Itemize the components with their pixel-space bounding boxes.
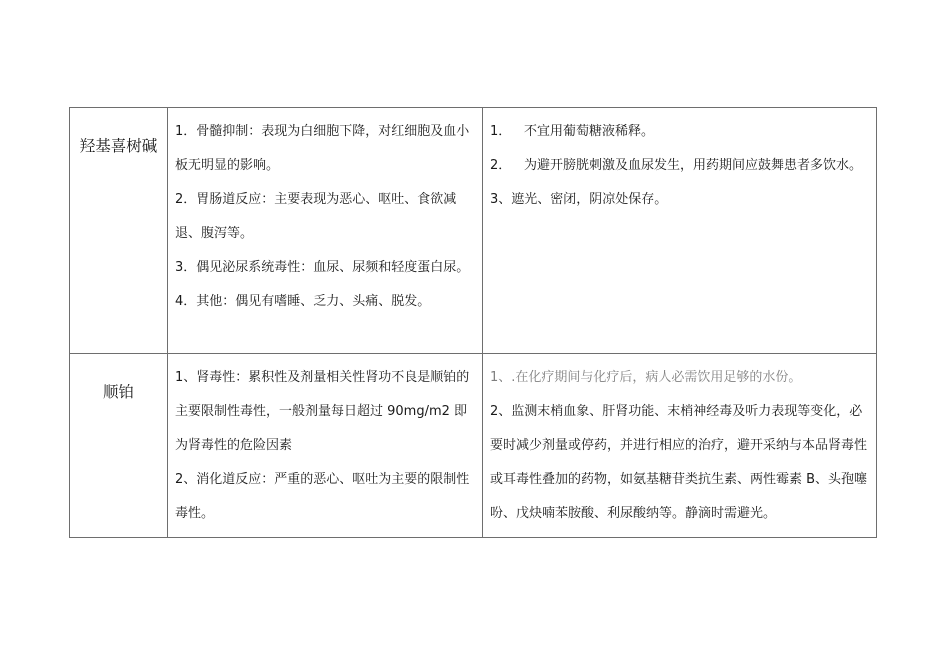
- drug-name: 羟基喜树碱: [79, 137, 158, 155]
- precautions-cell: [483, 354, 877, 538]
- note-item: [490, 149, 868, 183]
- effect-item: 3．偶见泌尿系统毒性：血尿、尿频和轻度蛋白尿。: [175, 260, 470, 275]
- adverse-effects-cell: [168, 108, 483, 354]
- drug-name: 顺铂: [102, 383, 134, 401]
- effect-item: 2、消化道反应：严重的恶心、呕吐为主要的限制性毒性。: [175, 472, 470, 521]
- note-item: 2、监测末梢血象、肝肾功能、末梢神经毒及听力表现等变化，必要时减少剂量或停药，并进行相应的治疗，避开采纳与本品肾毒性或耳毒性叠加的药物，如氨基糖苷类抗生素、两性霉素 B、头孢噻吩、戊炔喃苯胺酸、利尿酸纳等。静滴时需避光。: [490, 404, 868, 521]
- note-text: 不宜用葡萄糖液稀释。: [524, 124, 655, 139]
- note-item: 3、遮光、密闭，阴凉处保存。: [490, 192, 668, 207]
- effect-item: 1．骨髓抑制：表现为白细胞下降，对红细胞及血小板无明显的影响。: [175, 124, 470, 173]
- adverse-effects-cell: [168, 354, 483, 538]
- effect-item: 4．其他：偶见有嗜睡、乏力、头痛、脱发。: [175, 294, 431, 309]
- table-row-hydroxycamptothecin: [70, 108, 877, 354]
- effect-item: 2．胃肠道反应：主要表现为恶心、呕吐、食欲减退、腹泻等。: [175, 192, 457, 241]
- table-row-cisplatin: [70, 354, 877, 538]
- note-text: 为避开膀胱刺激及血尿发生，用药期间应鼓舞患者多饮水。: [524, 158, 863, 173]
- precautions-cell: [483, 108, 877, 354]
- effect-item: 1、肾毒性：累积性及剂量相关性肾功不良是顺铂的主要限制性毒性，一般剂量每日超过 90mg/m2 即为肾毒性的危险因素: [175, 370, 470, 453]
- drug-info-table: [69, 107, 877, 538]
- note-item: 1、.在化疗期间与化疗后，病人必需饮用足够的水份。: [490, 370, 802, 385]
- drug-name-cell: [70, 108, 168, 354]
- note-item: [490, 115, 868, 149]
- note-number: 1．: [490, 124, 512, 139]
- note-number: 2．: [490, 158, 512, 173]
- drug-name-cell: [70, 354, 168, 538]
